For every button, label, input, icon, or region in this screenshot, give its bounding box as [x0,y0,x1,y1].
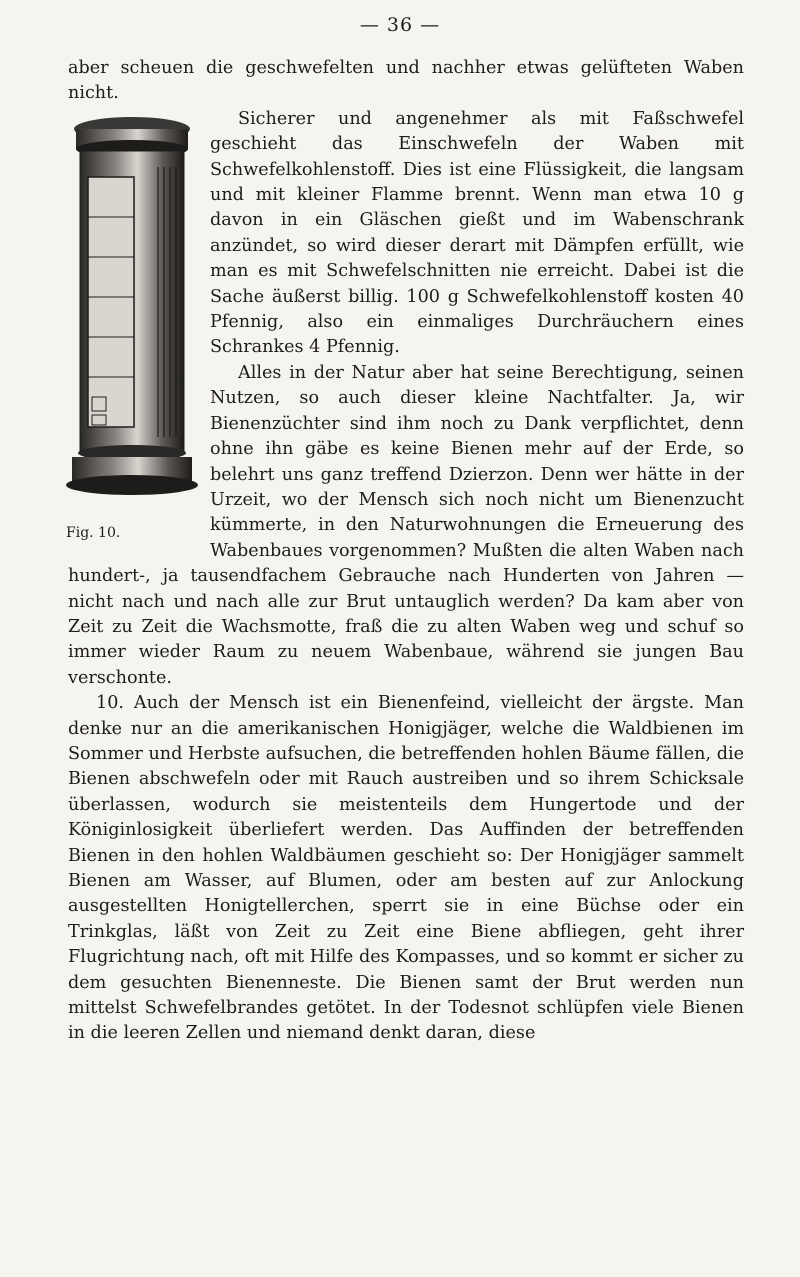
cupboard-illustration [62,107,200,517]
paragraph-3: Alles in der Natur aber hat seine Berechtigung, seinen Nutzen, so auch dieser kleine Nachtfalter. Ja, wir Bienenzüchter sind ihm noch zu Dank verpflichtet, denn ohne ihn gäbe es keine Bienen mehr auf der Erde, so belehrt uns ganz treffend Dzierzon. Denn wer hätte in der Urzeit, wo der Mensch sich noch nicht um Bienenzucht kümmerte, in den Naturwohnungen die Erneuerung des Wabenbaues vorgenommen? Mußten die alten Waben nach hundert-, ja tausendfachem Gebrauche nach Hunderten von Jahren — nicht nach und nach alle zur Brut untauglich werden? Da kam aber von Zeit zu Zeit die Wachsmotte, fraß die zu alten Waben weg und schuf so immer wieder Raum zu neuem Wabenbaue, während sie jungen Bau verschonte. [68,362,744,688]
page-number: — 36 — [359,14,441,36]
paragraph-2: Sicherer und angenehmer als mit Faßschwefel geschieht das Einschwefeln der Waben mit Schwefelkohlenstoff. Dies ist eine Flüssigkeit, die langsam und mit kleiner Flamme brennt. Wenn man etwa 10 g davon in ein Gläschen gießt und im Wabenschrank anzündet, so wird dieser derart mit Dämpfen erfüllt, wie man es mit Schwefelschnitten nie erreicht. Dabei ist die Sache äußerst billig. 100 g Schwefelkohlenstoff kosten 40 Pfennig, also ein einmaliges Durchräuchern eines Schrankes 4 Pfennig. [210,108,744,358]
paragraph-1: aber scheuen die geschwefelten und nachher etwas gelüfteten Waben nicht. [68,58,744,104]
figure-caption: Fig. 10. [66,524,121,541]
figure-10 [62,107,200,544]
body-text [68,56,744,1047]
paragraph-4: 10. Auch der Mensch ist ein Bienenfeind, vielleicht der ärgste. Man denke nur an die amerikanischen Honigjäger, welche die Waldbienen im Sommer und Herbste aufsuchen, die betreffenden hohlen Bäume fällen, die Bienen abschwefeln oder mit Rauch austreiben und so ihrem Schicksale überlassen, wodurch sie meistenteils dem Hungertode und der Königinlosigkeit überliefert werden. Das Auffinden der betreffenden Bienen in den hohlen Waldbäumen geschieht so: Der Honigjäger sammelt Bienen am Wasser, auf Blumen, oder am besten auf zur Anlockung ausgestellten Honigtellerchen, sperrt sie in eine Büchse oder ein Trinkglas, läßt von Zeit zu Zeit eine Biene abfliegen, geht ihrer Flugrichtung nach, oft mit Hilfe des Kompasses, und so kommt er sicher zu dem gesuchten Bienenneste. Die Bienen samt der Brut werden nun mittelst Schwefelbrandes getötet. In der Todesnot schlüpfen viele Bienen in die leeren Zellen und niemand denkt daran, diese [68,693,744,1044]
